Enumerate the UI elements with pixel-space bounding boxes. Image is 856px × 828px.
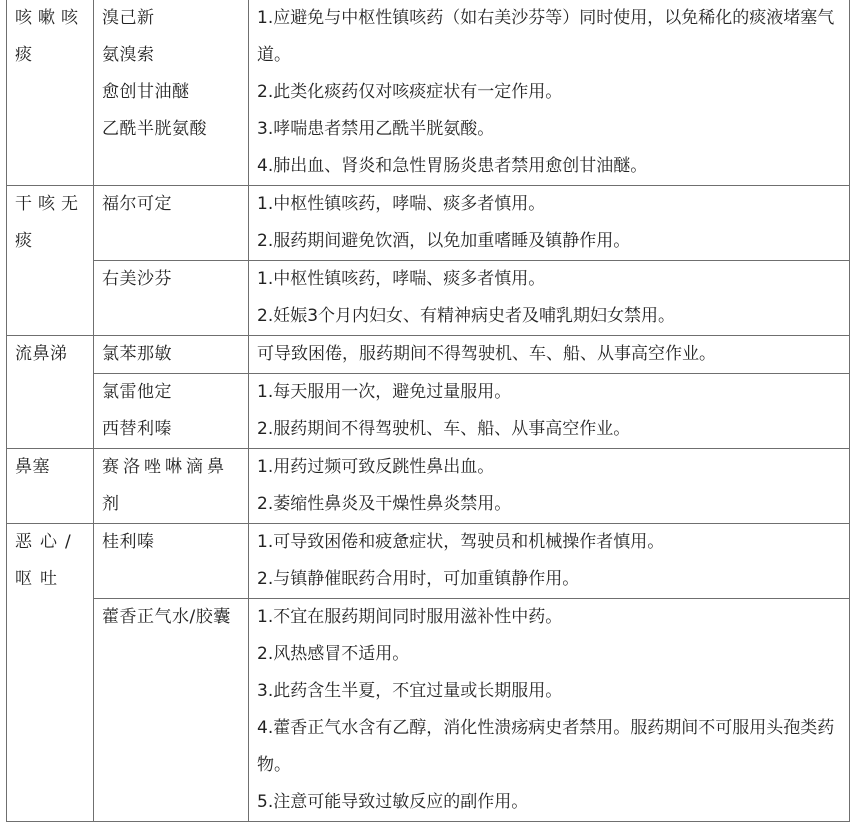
note-item: 1.应避免与中枢性镇咳药（如右美沙芬等）同时使用，以免稀化的痰液堵塞气道。: [257, 8, 835, 65]
notes-cell: [249, 336, 850, 374]
table-row: [7, 449, 850, 524]
notes-cell: [249, 374, 850, 449]
symptom-cell: 干咳无痰: [7, 186, 94, 336]
note-item: 2.风热感冒不适用。: [257, 644, 410, 664]
note-item: 可导致困倦，服药期间不得驾驶机、车、船、从事高空作业。: [257, 344, 716, 364]
notes-cell: [249, 599, 850, 822]
medication-table-body: [7, 0, 850, 822]
notes-cell: [249, 524, 850, 599]
drug-cell: [94, 336, 249, 374]
table-row: [7, 0, 850, 186]
note-item: 1.用药过频可致反跳性鼻出血。: [257, 457, 495, 477]
drug-name: 乙酰半胱氨酸: [102, 119, 207, 139]
note-item: 2.萎缩性鼻炎及干燥性鼻炎禁用。: [257, 494, 512, 514]
note-item: 2.服药期间避免饮酒，以免加重嗜睡及镇静作用。: [257, 231, 631, 251]
table-row: [7, 336, 850, 374]
drug-name: 桂利嗪: [102, 532, 155, 552]
drug-name: 氯雷他定: [102, 382, 172, 402]
drug-name: 西替利嗪: [102, 419, 172, 439]
medication-table: [6, 0, 850, 822]
table-row: [7, 261, 850, 336]
note-item: 1.每天服用一次，避免过量服用。: [257, 382, 512, 402]
drug-name: 右美沙芬: [102, 269, 172, 289]
note-item: 1.中枢性镇咳药，哮喘、痰多者慎用。: [257, 194, 546, 214]
table-row: [7, 186, 850, 261]
note-item: 4.藿香正气水含有乙醇，消化性溃疡病史者禁用。服药期间不可服用头孢类药物。: [257, 718, 835, 775]
drug-cell: 藿香正气水/胶囊: [94, 599, 249, 822]
note-item: 4.肺出血、肾炎和急性胃肠炎患者禁用愈创甘油醚。: [257, 156, 648, 176]
table-row: [7, 599, 850, 822]
table-row: [7, 524, 850, 599]
drug-name: 福尔可定: [102, 194, 172, 214]
symptom-cell: 鼻塞: [7, 449, 94, 524]
symptom-cell: 咳嗽咳痰: [7, 0, 94, 186]
table-row: [7, 374, 850, 449]
symptom-cell: 恶心/呕吐: [7, 524, 94, 822]
drug-name: 氨溴索: [102, 45, 155, 65]
drug-cell: [94, 186, 249, 261]
symptom-cell: 流鼻涕: [7, 336, 94, 449]
drug-name: 溴己新: [102, 8, 155, 28]
note-item: 1.中枢性镇咳药，哮喘、痰多者慎用。: [257, 269, 546, 289]
note-item: 1.可导致困倦和疲惫症状，驾驶员和机械操作者慎用。: [257, 532, 665, 552]
note-item: 2.妊娠3个月内妇女、有精神病史者及哺乳期妇女禁用。: [257, 306, 676, 326]
drug-cell: [94, 261, 249, 336]
note-item: 2.服药期间不得驾驶机、车、船、从事高空作业。: [257, 419, 631, 439]
notes-cell: [249, 186, 850, 261]
drug-name: 愈创甘油醚: [102, 82, 190, 102]
note-item: 3.哮喘患者禁用乙酰半胱氨酸。: [257, 119, 495, 139]
note-item: 2.此类化痰药仅对咳痰症状有一定作用。: [257, 82, 563, 102]
drug-name: 氯苯那敏: [102, 344, 172, 364]
note-item: 2.与镇静催眠药合用时，可加重镇静作用。: [257, 569, 580, 589]
drug-cell: 赛洛唑啉滴鼻剂: [94, 449, 249, 524]
notes-cell: [249, 261, 850, 336]
drug-cell: [94, 524, 249, 599]
drug-cell: [94, 374, 249, 449]
note-item: 5.注意可能导致过敏反应的副作用。: [257, 792, 529, 812]
drug-cell: [94, 0, 249, 186]
note-item: 3.此药含生半夏，不宜过量或长期服用。: [257, 681, 563, 701]
notes-cell: [249, 449, 850, 524]
notes-cell: [249, 0, 850, 186]
note-item: 1.不宜在服药期间同时服用滋补性中药。: [257, 607, 563, 627]
